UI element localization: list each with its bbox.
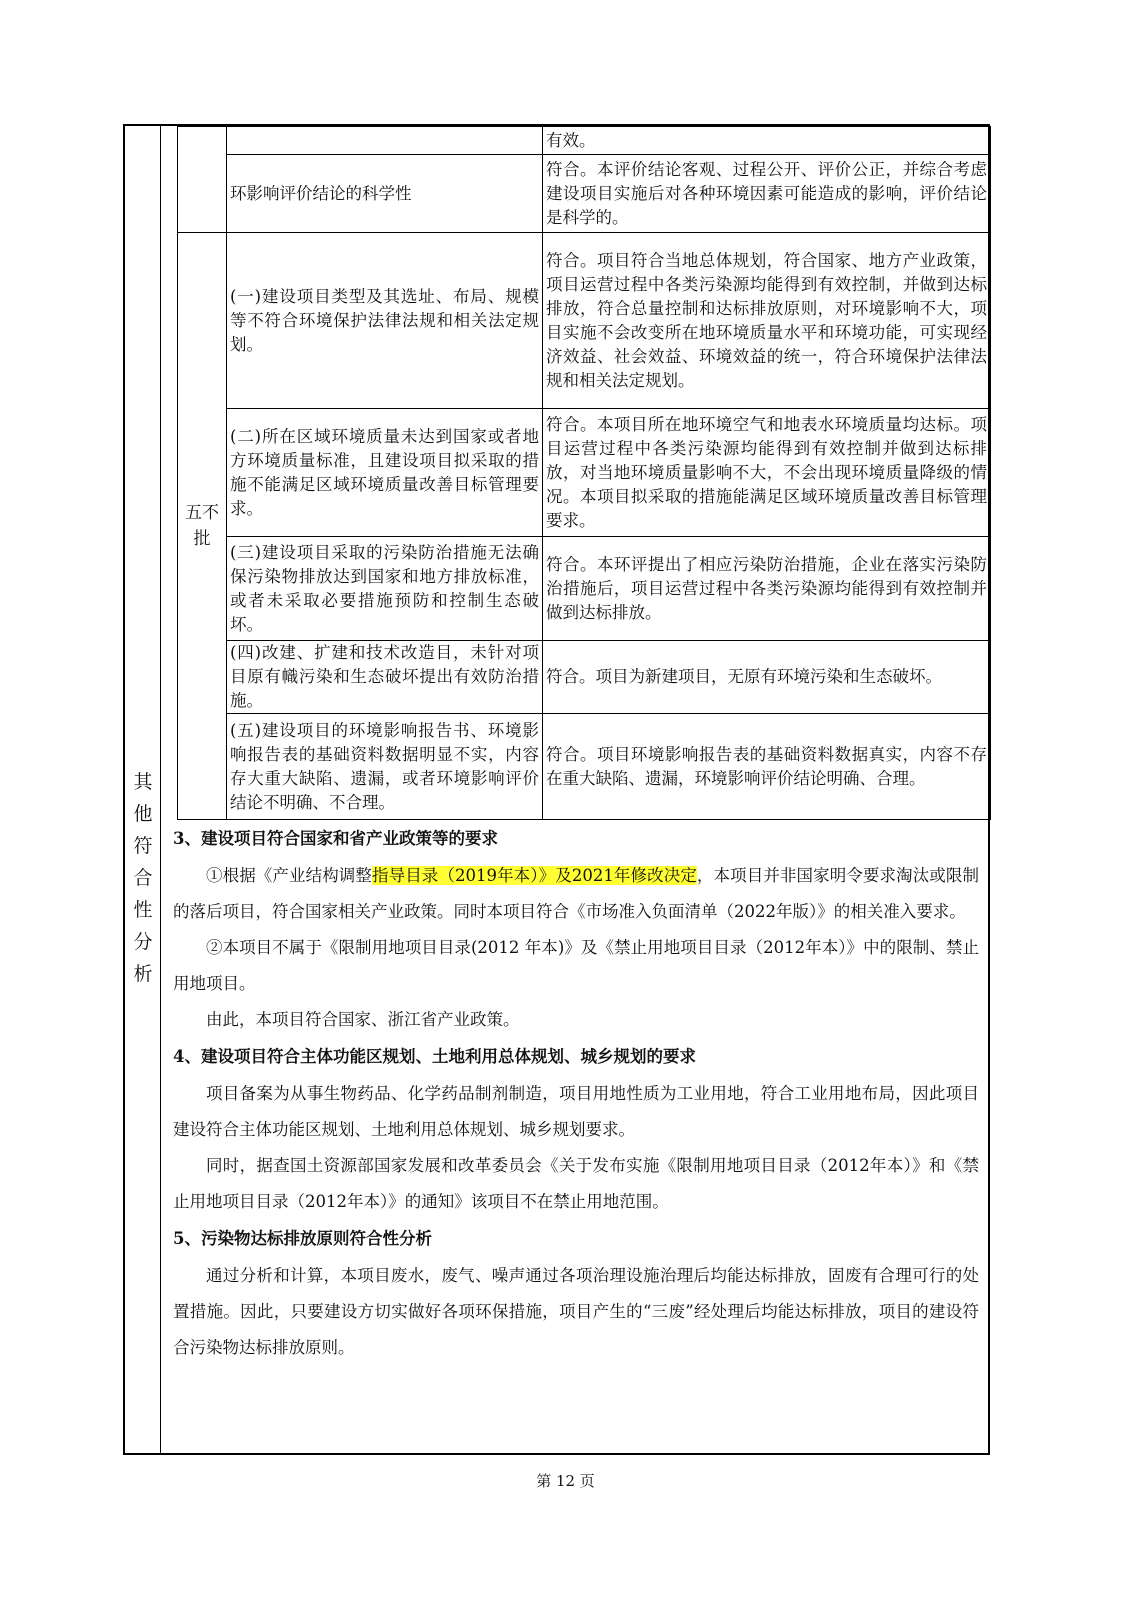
left-label-char: 其 [133, 771, 153, 793]
criterion-cell: (五)建设项目的环境影响报告书、环境影响报告表的基础资料数据明显不实，内容存大重大缺陷、遗漏，或者环境影响评价结论不明确、不合理。 [227, 714, 543, 820]
table-row [178, 155, 991, 233]
section-4-heading: 4、建设项目符合主体功能区规划、土地利用总体规划、城乡规划的要求 [173, 1047, 696, 1066]
left-label-char: 符 [133, 835, 153, 857]
prev-category-cell [178, 127, 227, 233]
text-span: ①根据《产业结构调整 [206, 866, 372, 885]
table-row [178, 409, 991, 537]
left-label-char: 性 [133, 899, 153, 921]
body-text [173, 826, 979, 1366]
left-label-char: 分 [133, 931, 153, 953]
result-cell: 符合。项目符合当地总体规划，符合国家、地方产业政策，项目运营过程中各类污染源均能得到有效控制，并做到达标排放，符合总量控制和达标排放原则，对环境影响不大，项目实施不会改变所在地环境质量水平和环境功能，可实现经济效益、社会效益、环境效益的统一，符合环境保护法律法规和相关法定规划。 [543, 233, 991, 409]
table-row [178, 127, 991, 155]
left-label-char: 他 [133, 803, 153, 825]
left-label-char: 析 [133, 963, 153, 985]
criterion-cell: (四)改建、扩建和技术改造目，未针对项目原有幟污染和生态破坏提出有效防治措施。 [227, 641, 543, 714]
section-3-paragraph-1 [173, 858, 979, 930]
section-3-paragraph-3: 由此，本项目符合国家、浙江省产业政策。 [206, 1010, 520, 1029]
section-5-paragraph-1: 通过分析和计算，本项目废水，废气、噪声通过各项治理设施治理后均能达标排放，固废有合理可行的处置措施。因此，只要建设方切实做好各项环保措施，项目产生的“三废”经处理后均能达标排放，项目的建设符合污染物达标排放原则。 [173, 1266, 979, 1357]
page-number: 第 12 页 [536, 1472, 595, 1490]
category-label: 五不批 [185, 503, 219, 549]
compliance-table [177, 126, 991, 820]
criterion-cell: (三)建设项目采取的污染防治措施无法确保污染物排放达到国家和地方排放标准，或者未采取必要措施预防和控制生态破坏。 [227, 537, 543, 641]
table-row [178, 641, 991, 714]
left-category-column [125, 126, 161, 1453]
section-3-heading: 3、建设项目符合国家和省产业政策等的要求 [173, 829, 498, 848]
result-cell: 符合。项目环境影响报告表的基础资料数据真实，内容不存在重大缺陷、遗漏，环境影响评价结论明确、合理。 [543, 714, 991, 820]
criterion-cell: (二)所在区域环境质量未达到国家或者地方环境质量标准，且建设项目拟采取的措施不能满足区域环境质量改善目标管理要求。 [227, 409, 543, 537]
table-row [178, 537, 991, 641]
result-cell: 有效。 [543, 127, 991, 155]
section-3-paragraph-2: ②本项目不属于《限制用地项目目录(2012 年本)》及《禁止用地项目目录（2012年本）》中的限制、禁止用地项目。 [173, 938, 979, 993]
result-cell: 符合。本项目所在地环境空气和地表水环境质量均达标。项目运营过程中各类污染源均能得到有效控制并做到达标排放，对当地环境质量影响不大，不会出现环境质量降级的情况。本项目拟采取的措施能满足区域环境质量改善目标管理要求。 [543, 409, 991, 537]
criterion-cell: (一)建设项目类型及其选址、布局、规模等不符合环境保护法律法规和相关法定规划。 [227, 233, 543, 409]
section-5-heading: 5、污染物达标排放原则符合性分析 [173, 1229, 432, 1248]
left-label-char: 合 [133, 867, 153, 889]
main-frame [123, 124, 990, 1455]
section-4-paragraph-1: 项目备案为从事生物药品、化学药品制剂制造，项目用地性质为工业用地，符合工业用地布局，因此项目建设符合主体功能区规划、土地利用总体规划、城乡规划要求。 [173, 1084, 979, 1139]
table-row [178, 714, 991, 820]
text-span: ，本项目并非国家明令要求淘汰或限制的落后项目，符合国家相关产业政策。同时本项目符合《市场准入负面清单（2022年版）》的相关准入要求。 [173, 866, 980, 921]
result-cell: 符合。本环评提出了相应污染防治措施，企业在落实污染防治措施后，项目运营过程中各类污染源均能得到有效控制并做到达标排放。 [543, 537, 991, 641]
content-area [161, 126, 988, 1453]
category-cell [178, 233, 227, 820]
left-category-label [125, 766, 161, 990]
highlighted-text: 指导目录（2019年本）》及2021年修改决定 [372, 866, 697, 885]
criterion-cell: 环影响评价结论的科学性 [227, 155, 543, 233]
section-4-paragraph-2: 同时，据查国土资源部国家发展和改革委员会《关于发布实施《限制用地项目目录（2012年本）》和《禁止用地项目目录（2012年本）》的通知》该项目不在禁止用地范围。 [173, 1156, 979, 1211]
result-cell: 符合。项目为新建项目，无原有环境污染和生态破坏。 [543, 641, 991, 714]
criterion-cell [227, 127, 543, 155]
result-cell: 符合。本评价结论客观、过程公开、评价公正，并综合考虑建设项目实施后对各种环境因素可能造成的影响，评价结论是科学的。 [543, 155, 991, 233]
table-row [178, 233, 991, 409]
